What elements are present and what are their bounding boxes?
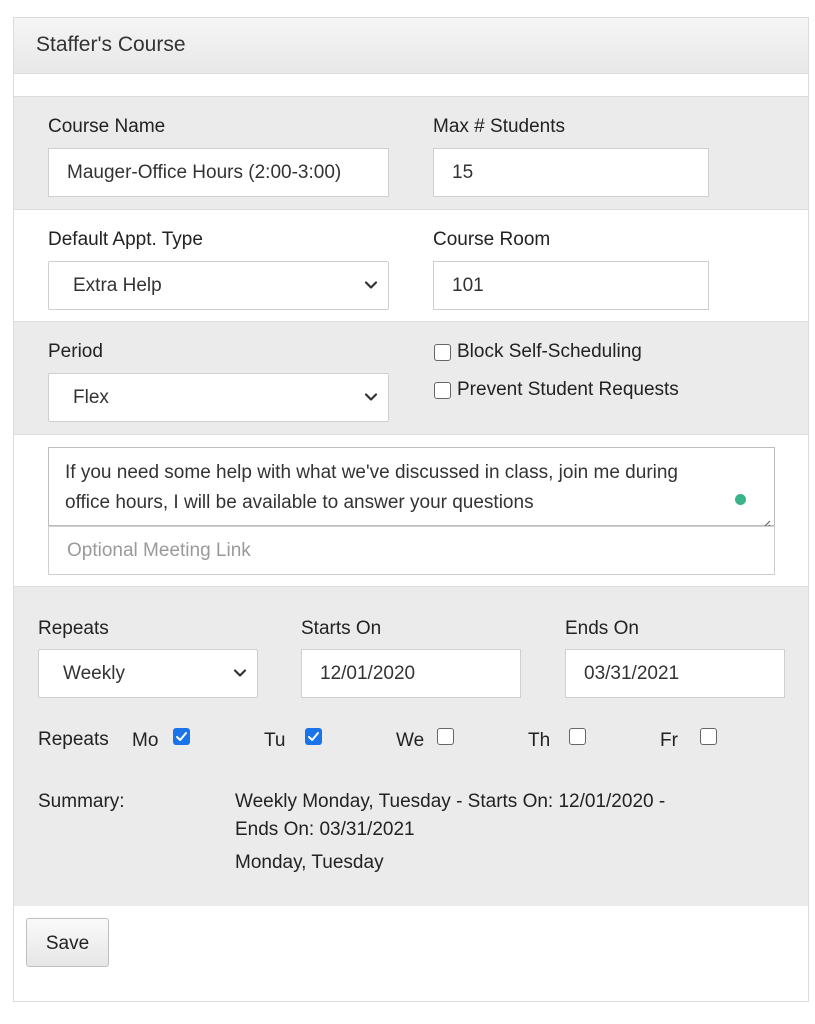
repeats-label: Repeats [38,618,109,639]
schedule-section [14,586,808,906]
description-textarea[interactable] [48,447,775,526]
starts-on-input[interactable]: 12/01/2020 [301,649,521,698]
day-label-th: Th [528,730,551,751]
block-self-scheduling-checkbox[interactable] [434,344,451,361]
course-panel [13,17,809,1002]
check-icon [175,730,188,743]
ends-on-input[interactable]: 03/31/2021 [565,649,785,698]
day-label-tu: Tu [264,730,286,751]
course-room-label: Course Room [433,229,551,250]
meeting-link-placeholder: Optional Meeting Link [67,540,251,561]
course-room-input[interactable]: 101 [433,261,709,310]
summary-line-1: Weekly Monday, Tuesday - Starts On: 12/01/2020 - [235,791,666,812]
chevron-down-icon [362,276,380,294]
day-checkbox-th[interactable] [569,728,586,745]
row-course-name [14,96,808,209]
repeats-value: Weekly [63,663,125,684]
day-label-we: We [396,730,425,751]
repeats-select[interactable] [38,649,258,698]
period-label: Period [48,341,103,362]
period-value: Flex [73,387,109,408]
day-checkbox-we[interactable] [437,728,454,745]
day-checkbox-mo[interactable] [173,728,190,745]
course-name-label: Course Name [48,116,166,137]
row-period [14,321,808,434]
spacer-band [14,74,808,96]
ends-on-label: Ends On [565,618,639,639]
appt-type-label: Default Appt. Type [48,229,203,250]
meeting-link-input[interactable] [48,526,775,575]
summary-text [235,788,665,844]
day-checkbox-tu[interactable] [305,728,322,745]
chevron-down-icon [362,388,380,406]
row-description [14,434,808,586]
description-line-1: If you need some help with what we've discussed in class, join me during [65,462,679,483]
save-button[interactable]: Save [26,918,109,967]
panel-header [14,18,808,74]
appt-type-value: Extra Help [73,275,162,296]
block-self-scheduling-label: Block Self-Scheduling [457,341,642,362]
row-appt-type [14,209,808,321]
chevron-down-icon [231,664,249,682]
day-label-mo: Mo [132,730,159,751]
max-students-input[interactable]: 15 [433,148,709,197]
course-name-input[interactable]: Mauger-Office Hours (2:00-3:00) [48,148,389,197]
day-label-fr: Fr [660,730,678,751]
description-line-2: office hours, I will be available to answer your questions [65,492,534,513]
resize-handle-icon[interactable] [759,510,771,522]
max-students-label: Max # Students [433,116,566,137]
prevent-student-requests-label: Prevent Student Requests [457,379,679,400]
starts-on-label: Starts On [301,618,382,639]
day-checkbox-fr[interactable] [700,728,717,745]
appt-type-select[interactable] [48,261,389,310]
panel-title: Staffer's Course [36,33,186,56]
period-select[interactable] [48,373,389,422]
grammar-check-icon[interactable] [735,494,746,505]
check-icon [307,730,320,743]
summary-label: Summary: [38,791,125,812]
summary-days: Monday, Tuesday [235,852,384,873]
repeat-days-label: Repeats [38,729,109,750]
summary-line-2: Ends On: 03/31/2021 [235,819,415,840]
prevent-student-requests-checkbox[interactable] [434,382,451,399]
